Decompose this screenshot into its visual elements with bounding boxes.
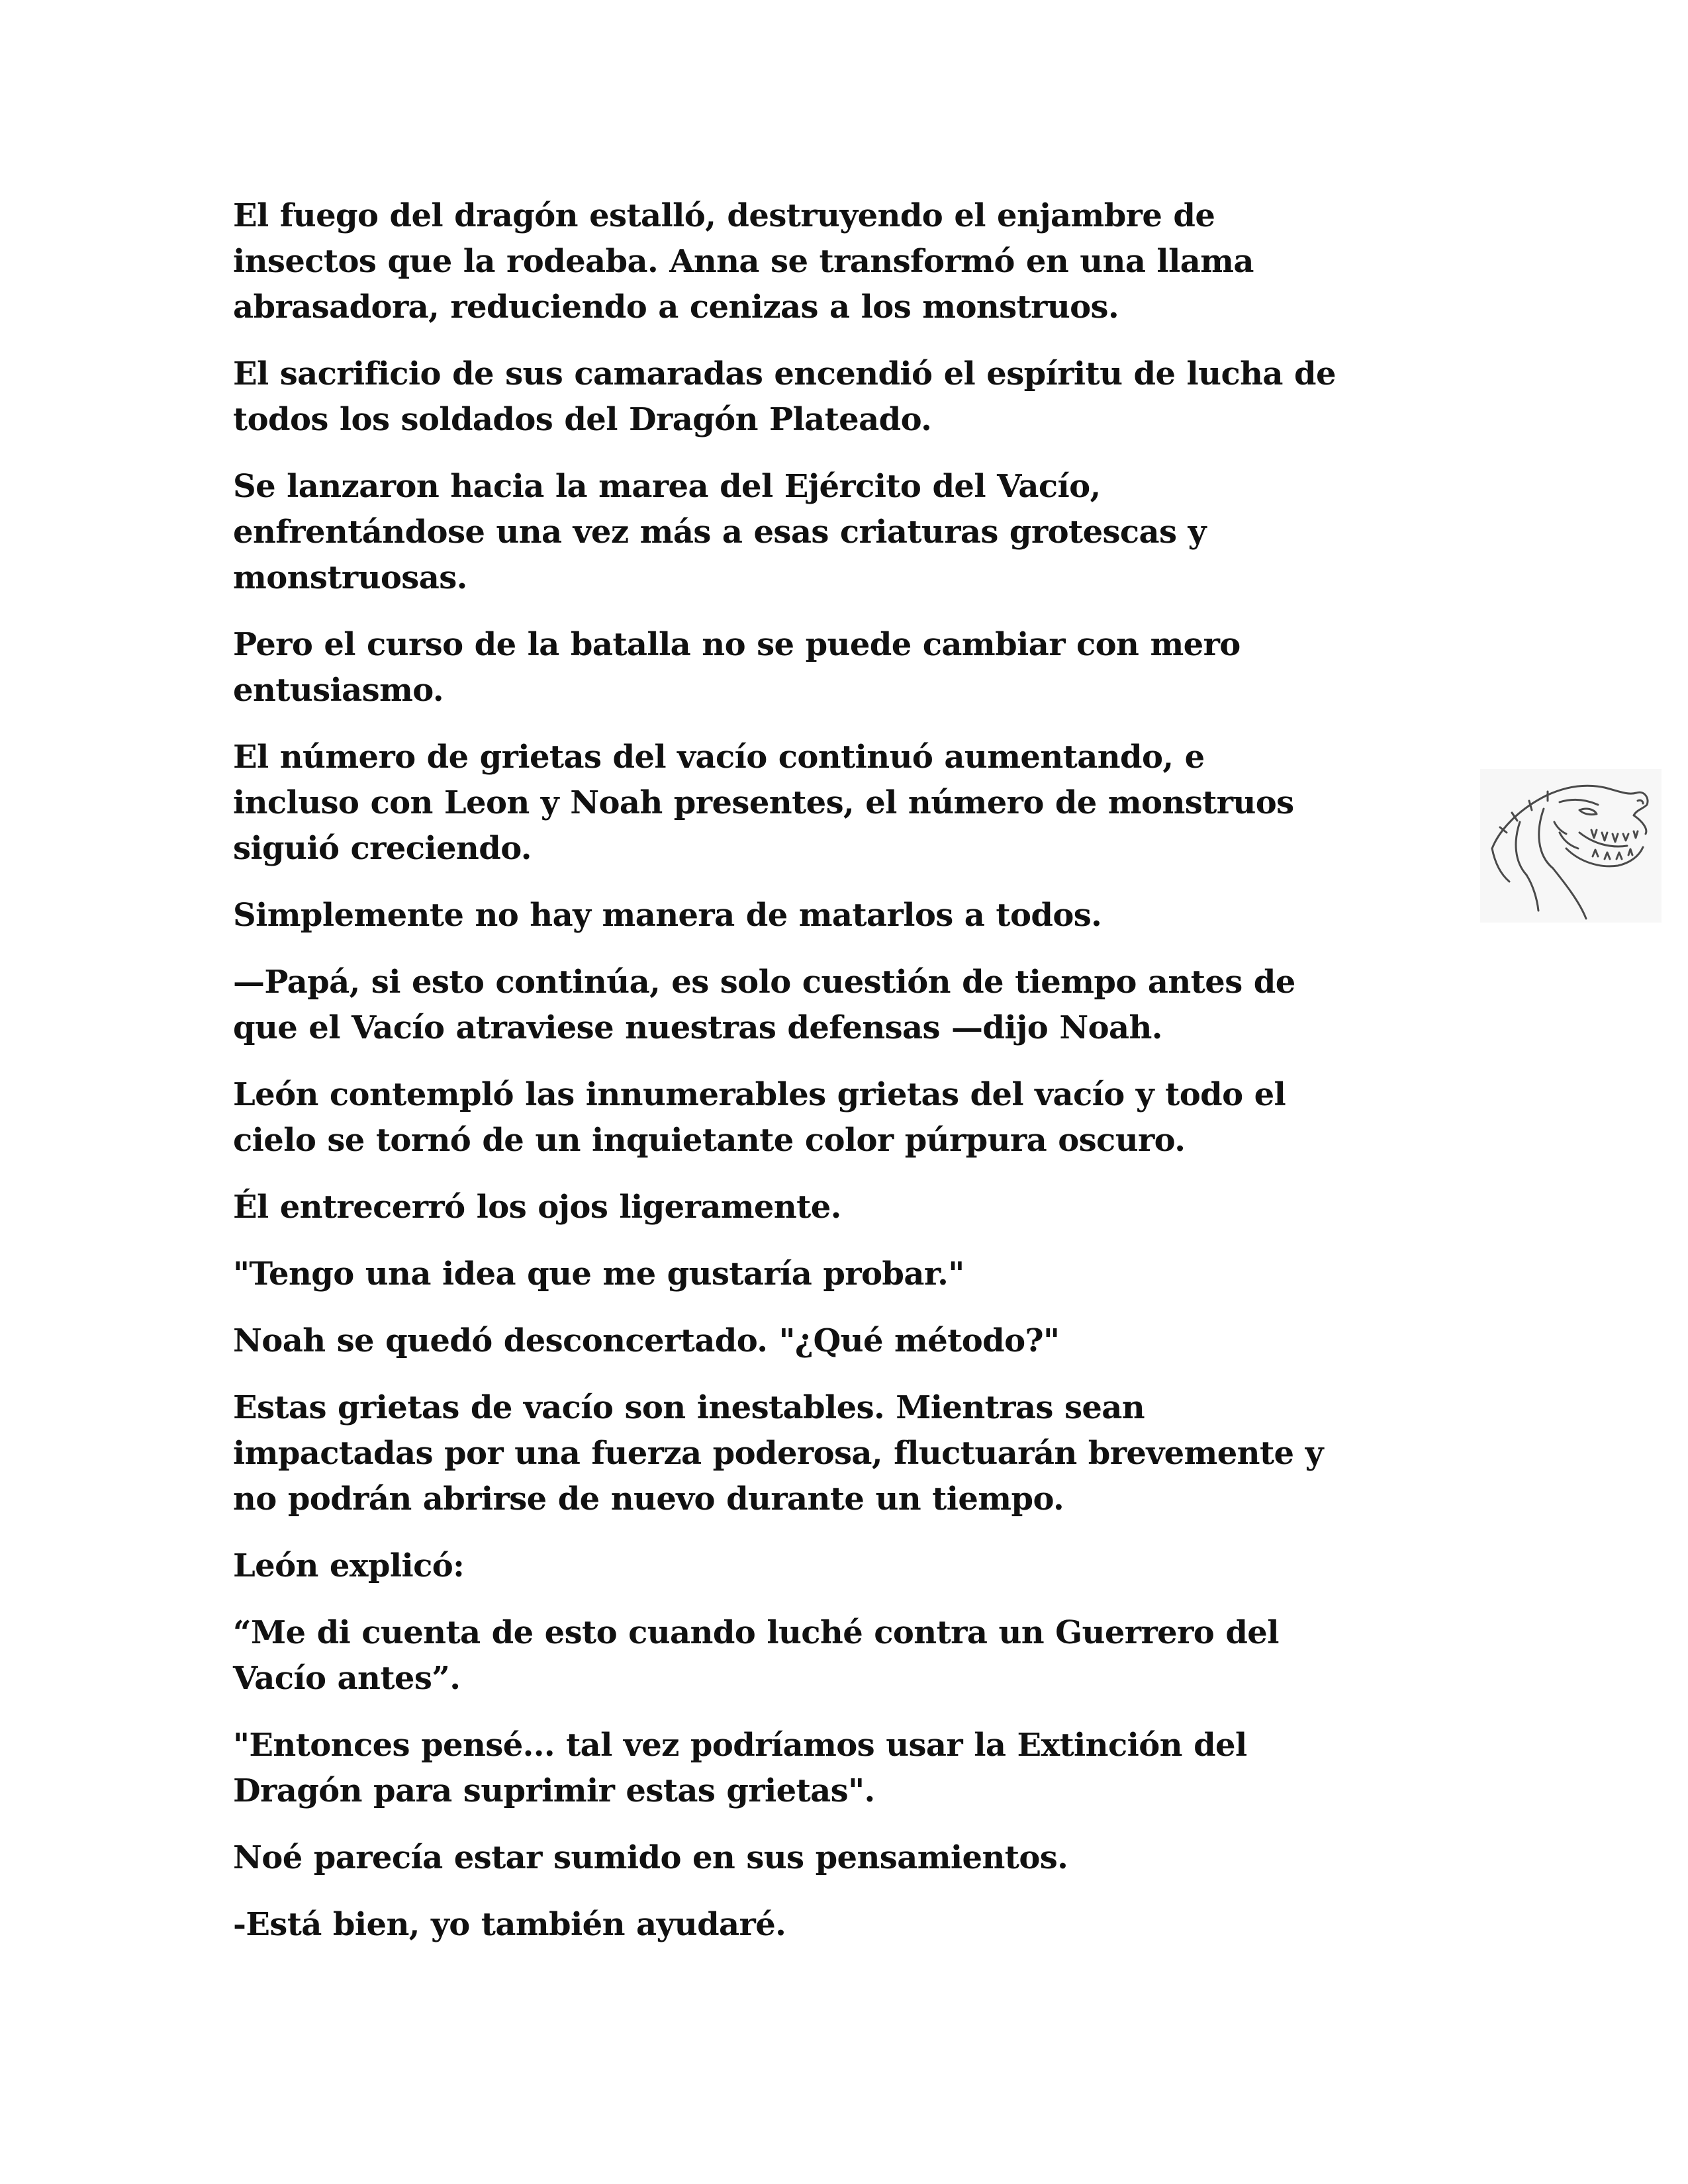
paragraph-12: Estas grietas de vacío son inestables. Mientras sean impactadas por una fuerza poderosa, fluctuarán brevemente y no podrán abrirse de nuevo durante un tiempo. [233, 1389, 1323, 1518]
paragraph-9: Él entrecerró los ojos ligeramente. [233, 1189, 841, 1226]
paragraph-15: "Entonces pensé... tal vez podríamos usar la Extinción del Dragón para suprimir estas grietas". [233, 1727, 1247, 1809]
dragon-head-sketch-icon [1480, 769, 1662, 923]
paragraph-10: "Tengo una idea que me gustaría probar." [233, 1255, 964, 1293]
paragraph-14: “Me di cuenta de esto cuando luché contra un Guerrero del Vacío antes”. [233, 1614, 1279, 1697]
paragraph-8: León contempló las innumerables grietas del vacío y todo el cielo se tornó de un inquietante color púrpura oscuro. [233, 1076, 1286, 1159]
paragraph-16: Noé parecía estar sumido en sus pensamientos. [233, 1839, 1068, 1876]
paragraph-7: —Papá, si esto continúa, es solo cuestión de tiempo antes de que el Vacío atraviese nuestras defensas —dijo Noah. [233, 964, 1295, 1046]
paragraph-6: Simplemente no hay manera de matarlos a todos. [233, 897, 1102, 934]
paragraph-17: -Está bien, yo también ayudaré. [233, 1906, 786, 1943]
paragraph-4: Pero el curso de la batalla no se puede cambiar con mero entusiasmo. [233, 626, 1241, 709]
paragraph-13: León explicó: [233, 1547, 465, 1584]
paragraph-11: Noah se quedó desconcertado. "¿Qué método?" [233, 1322, 1060, 1359]
paragraph-2: El sacrificio de sus camaradas encendió el espíritu de lucha de todos los soldados del Dragón Plateado. [233, 355, 1336, 438]
paragraph-1: El fuego del dragón estalló, destruyendo el enjambre de insectos que la rodeaba. Anna se transformó en una llama abrasadora, reduciendo a cenizas a los monstruos. [233, 197, 1254, 326]
paragraph-3: Se lanzaron hacia la marea del Ejército del Vacío, enfrentándose una vez más a esas criaturas grotescas y monstruosas. [233, 468, 1206, 596]
story-text [233, 193, 1477, 1969]
paragraph-5: El número de grietas del vacío continuó aumentando, e incluso con Leon y Noah presentes, el número de monstruos siguió creciendo. [233, 739, 1294, 867]
